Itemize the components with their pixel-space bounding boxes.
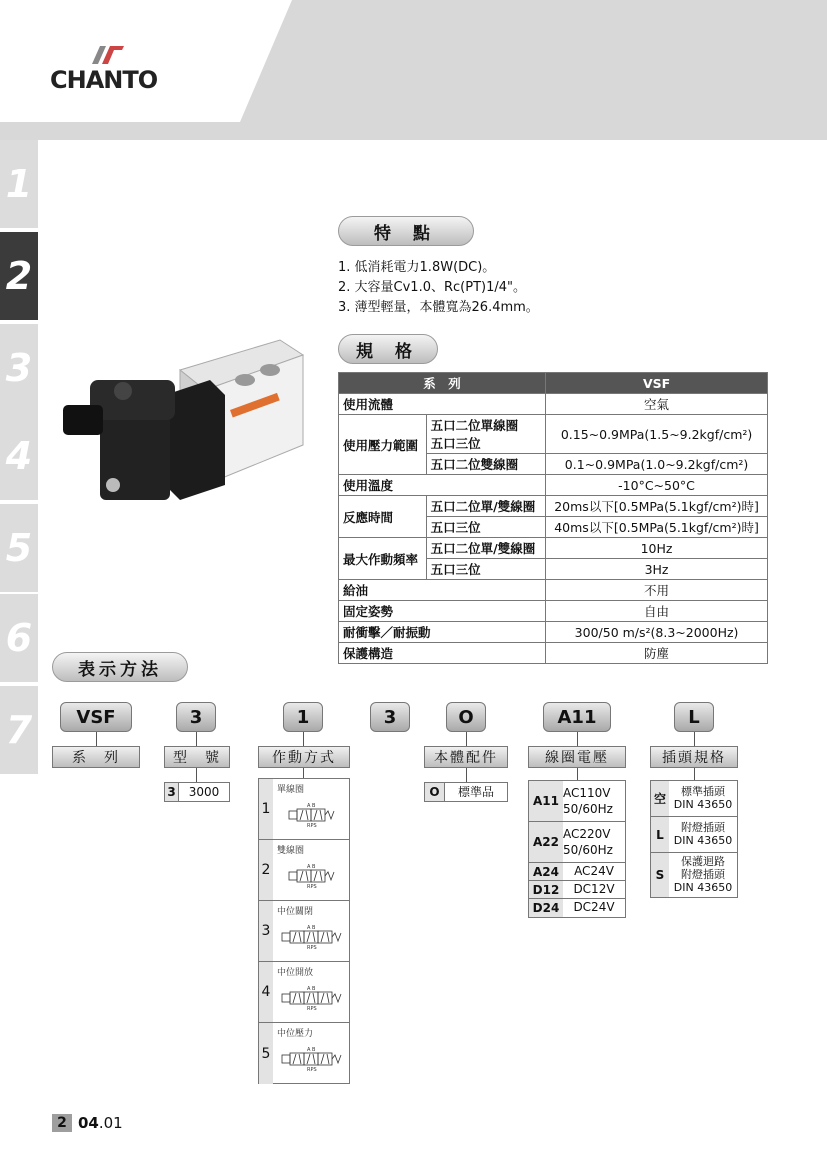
code-series: VSF	[60, 702, 132, 732]
option-value: 3000	[188, 785, 220, 799]
option-key: 1	[259, 779, 273, 839]
brand-logo	[50, 42, 170, 92]
action-option	[259, 1023, 349, 1084]
specs-heading: 規 格	[338, 334, 438, 364]
action-name: 單線圈	[277, 785, 305, 795]
port-label-top: A B	[307, 925, 316, 931]
label-plug: 插頭規格	[650, 746, 738, 768]
option-key: S	[651, 853, 669, 897]
option-key: L	[651, 817, 669, 852]
label-coil: 線圈電壓	[528, 746, 626, 768]
connector	[694, 732, 695, 746]
code-action: 1	[283, 702, 323, 732]
spec-label: 使用流體	[339, 394, 546, 415]
chapter-tab-4[interactable]: 4	[0, 412, 38, 500]
port-label-bottom: RPS	[307, 1067, 317, 1073]
spec-label: 耐衝擊／耐振動	[339, 622, 546, 643]
chapter-tab-2[interactable]: 2	[0, 232, 38, 320]
option-key: 2	[259, 840, 273, 900]
spec-value: 20ms以下[0.5MPa(5.1kgf/cm²)時]	[546, 496, 768, 517]
spec-value: 40ms以下[0.5MPa(5.1kgf/cm²)時]	[546, 517, 768, 538]
option-value: 標準插頭 DIN 43650	[673, 785, 733, 811]
action-option	[259, 962, 349, 1023]
option-value: 保護迴路 附燈插頭 DIN 43650	[673, 855, 733, 894]
action-name: 中位開放	[277, 968, 314, 978]
port-label-top: A B	[307, 1047, 316, 1053]
option-key: 5	[259, 1023, 273, 1084]
port-label-top: A B	[307, 803, 316, 809]
spec-header-series: 系 列	[339, 373, 546, 394]
connector	[577, 732, 578, 746]
valve-symbol-icon	[277, 795, 345, 835]
spec-value: 0.15~0.9MPa(1.5~9.2kgf/cm²)	[546, 415, 768, 454]
label-action: 作動方式	[258, 746, 350, 768]
footer-page-bold: 04	[78, 1114, 99, 1132]
connector	[303, 732, 304, 746]
spec-value: 自由	[546, 601, 768, 622]
connector	[466, 768, 467, 782]
port-label-bottom: RPS	[307, 945, 317, 951]
option-value: AC220V 50/60Hz	[563, 827, 613, 857]
code-spacer: 3	[370, 702, 410, 732]
action-name: 中位關閉	[277, 907, 314, 917]
spec-sub-label: 五口二位單/雙線圈	[426, 538, 545, 559]
feature-item: 3. 薄型輕量，本體寬為26.4mm。	[338, 300, 539, 315]
port-label-top: A B	[307, 986, 316, 992]
option-key: A24	[529, 863, 563, 880]
chapter-tab-5[interactable]: 5	[0, 504, 38, 592]
spec-label: 使用壓力範圍	[339, 415, 427, 475]
spec-sub-label: 五口二位單線圈 五口三位	[426, 415, 545, 454]
spec-value: 10Hz	[546, 538, 768, 559]
spec-value: 0.1~0.9MPa(1.0~9.2kgf/cm²)	[546, 454, 768, 475]
option-value: DC12V	[573, 882, 615, 896]
chapter-tab-3[interactable]: 3	[0, 324, 38, 412]
option-key: 4	[259, 962, 273, 1022]
spec-sub-label: 五口三位	[426, 559, 545, 580]
option-key: A11	[529, 781, 563, 821]
connector	[466, 732, 467, 746]
footer-page-rest: .01	[98, 1114, 123, 1132]
spec-value: -10°C~50°C	[546, 475, 768, 496]
ordering-heading: 表示方法	[52, 652, 188, 682]
chapter-tabs	[0, 140, 38, 770]
code-body: O	[446, 702, 486, 732]
chapter-tab-7[interactable]: 7	[0, 686, 38, 774]
connector	[96, 732, 97, 746]
spec-label: 固定姿勢	[339, 601, 546, 622]
spec-header-model: VSF	[546, 373, 768, 394]
option-key: A22	[529, 822, 563, 862]
spec-sub-label: 五口二位雙線圈	[426, 454, 545, 475]
port-label-bottom: RPS	[307, 884, 317, 890]
action-option	[259, 779, 349, 840]
model-option	[164, 782, 230, 802]
spec-value: 3Hz	[546, 559, 768, 580]
product-image	[55, 335, 315, 515]
spec-label: 反應時間	[339, 496, 427, 538]
action-name: 雙線圈	[277, 846, 305, 856]
port-label-top: A B	[307, 864, 316, 870]
connector	[196, 768, 197, 782]
brand-name: CHANTO	[50, 66, 158, 94]
body-option	[424, 782, 508, 802]
valve-symbol-icon	[277, 917, 345, 957]
spec-value: 不用	[546, 580, 768, 601]
option-key: O	[425, 783, 445, 801]
spec-value: 防塵	[546, 643, 768, 664]
spec-label: 給油	[339, 580, 546, 601]
code-coil: A11	[543, 702, 611, 732]
action-option	[259, 840, 349, 901]
spec-value: 空氣	[546, 394, 768, 415]
chapter-tab-6[interactable]: 6	[0, 594, 38, 682]
chapter-tab-1[interactable]: 1	[0, 140, 38, 228]
spec-table	[338, 372, 768, 664]
label-series: 系 列	[52, 746, 140, 768]
coil-options	[528, 780, 626, 918]
option-value: 附燈插頭 DIN 43650	[673, 821, 733, 847]
valve-symbol-icon	[277, 856, 345, 896]
action-options	[258, 778, 350, 1084]
footer-page	[78, 1114, 123, 1132]
option-key: D24	[529, 899, 563, 917]
option-value: AC24V	[574, 864, 614, 878]
spec-label: 最大作動頻率	[339, 538, 427, 580]
spec-label: 保護構造	[339, 643, 546, 664]
option-key: D12	[529, 881, 563, 898]
action-option	[259, 901, 349, 962]
option-key: 空	[651, 781, 669, 816]
code-plug: L	[674, 702, 714, 732]
code-model: 3	[176, 702, 216, 732]
plug-options	[650, 780, 738, 898]
spec-sub-label: 五口三位	[426, 517, 545, 538]
connector	[577, 768, 578, 780]
spec-label: 使用溫度	[339, 475, 546, 496]
port-label-bottom: RPS	[307, 1006, 317, 1012]
label-body: 本體配件	[424, 746, 508, 768]
features-heading: 特 點	[338, 216, 474, 246]
valve-symbol-icon	[277, 1039, 345, 1079]
connector	[303, 768, 304, 778]
option-value: DC24V	[573, 900, 615, 914]
connector	[694, 768, 695, 780]
option-value: AC110V 50/60Hz	[563, 786, 613, 816]
valve-symbol-icon	[277, 978, 345, 1018]
option-key: 3	[259, 901, 273, 961]
option-key: 3	[165, 783, 179, 801]
feature-item: 1. 低消耗電力1.8W(DC)。	[338, 260, 496, 275]
spec-sub-label: 五口二位單/雙線圈	[426, 496, 545, 517]
feature-item: 2. 大容量Cv1.0、Rc(PT)1/4"。	[338, 280, 526, 295]
action-name: 中位壓力	[277, 1029, 314, 1039]
label-model: 型 號	[164, 746, 230, 768]
option-value: 標準品	[457, 785, 494, 799]
connector	[196, 732, 197, 746]
footer-chapter: 2	[52, 1114, 72, 1132]
port-label-bottom: RPS	[307, 823, 317, 829]
spec-value: 300/50 m/s²(8.3~2000Hz)	[546, 622, 768, 643]
